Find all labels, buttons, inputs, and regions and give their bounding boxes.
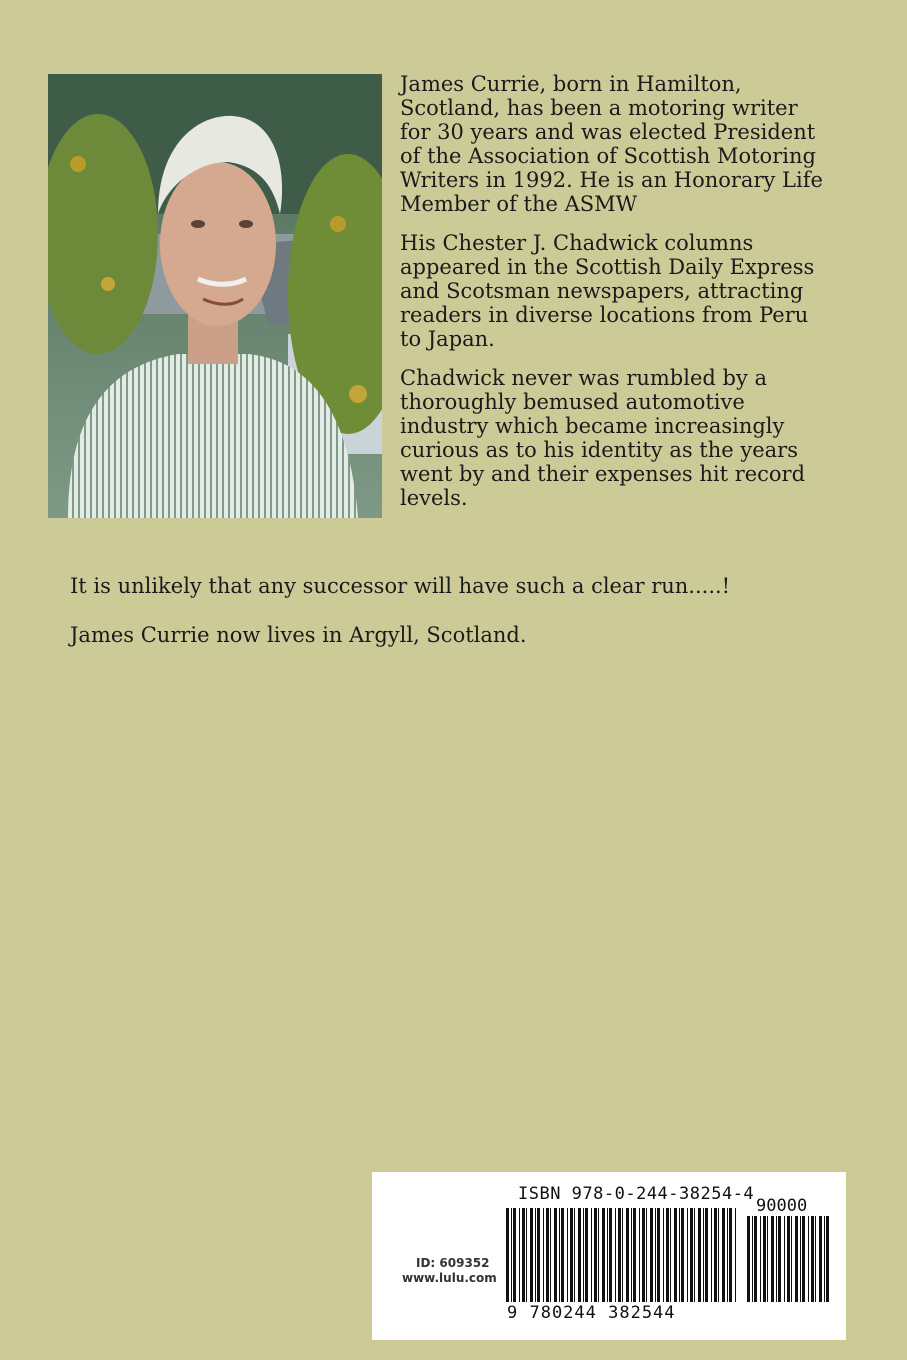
- bio-paragraph-1: James Currie, born in Hamilton, Scotland, has been a motoring writer for 30 years and was elected President of the Association of Scottish Motoring Writers in 1992. He is an Honorary Life Member of the ASMW: [400, 72, 823, 216]
- barcode-bar: [574, 1208, 575, 1302]
- barcode-bar: [570, 1208, 573, 1302]
- author-bio: [400, 72, 830, 525]
- barcode-bar: [694, 1208, 695, 1302]
- barcode-bar: [537, 1208, 540, 1302]
- barcode-bar: [679, 1208, 680, 1302]
- barcode-bar: [760, 1216, 761, 1302]
- barcode-bar: [670, 1208, 671, 1302]
- barcode-bar: [585, 1208, 588, 1302]
- barcode-bar: [594, 1208, 597, 1302]
- barcode-bar: [819, 1216, 822, 1302]
- barcode-bar: [771, 1216, 774, 1302]
- ean-digits: 9 780244 382544: [507, 1303, 676, 1323]
- barcode-bar: [513, 1208, 516, 1302]
- bio-paragraph-4: It is unlikely that any successor will have such a clear run.....!: [70, 574, 731, 598]
- isbn-text: ISBN 978-0-244-38254-4: [518, 1184, 755, 1204]
- barcode-bar: [650, 1208, 653, 1302]
- barcode-bar: [561, 1208, 564, 1302]
- barcode-bar: [722, 1208, 725, 1302]
- barcode-bar: [602, 1208, 605, 1302]
- barcode-bar: [826, 1216, 829, 1302]
- barcode-bar: [727, 1208, 728, 1302]
- barcode-bar: [681, 1208, 684, 1302]
- barcode-bar: [778, 1216, 781, 1302]
- barcode-bar: [811, 1216, 814, 1302]
- barcode-bar: [578, 1208, 581, 1302]
- barcode-bar: [791, 1216, 792, 1302]
- barcode-bar: [506, 1208, 509, 1302]
- barcode-bar: [519, 1208, 520, 1302]
- barcode-bar: [718, 1208, 719, 1302]
- barcode-bar: [559, 1208, 560, 1302]
- barcode-bar: [591, 1208, 592, 1302]
- barcode-bar: [784, 1216, 785, 1302]
- barcode-bar: [808, 1216, 809, 1302]
- barcode-bar: [747, 1216, 750, 1302]
- barcode-bar: [615, 1208, 616, 1302]
- barcode-bar: [802, 1216, 805, 1302]
- addon-barcode: [747, 1216, 829, 1302]
- lulu-id: ID: 609352: [416, 1256, 490, 1270]
- barcode-bar: [767, 1216, 768, 1302]
- price-code: 90000: [756, 1196, 808, 1216]
- barcode-bar: [535, 1208, 536, 1302]
- barcode-bar: [554, 1208, 557, 1302]
- barcode-bar: [663, 1208, 664, 1302]
- barcode-bar: [666, 1208, 669, 1302]
- barcode-bar: [526, 1208, 527, 1302]
- barcode-bar: [763, 1216, 766, 1302]
- barcode-bar: [626, 1208, 629, 1302]
- barcode-bar: [690, 1208, 693, 1302]
- barcode-bar: [642, 1208, 645, 1302]
- barcode-bar: [752, 1216, 753, 1302]
- barcode-bar: [824, 1216, 825, 1302]
- barcode-bar: [607, 1208, 608, 1302]
- barcode-bar: [639, 1208, 640, 1302]
- barcode-bar: [800, 1216, 801, 1302]
- barcode-bar: [583, 1208, 584, 1302]
- barcode-bar: [631, 1208, 632, 1302]
- barcode-bar: [618, 1208, 621, 1302]
- barcode-bar: [703, 1208, 704, 1302]
- lulu-url: www.lulu.com: [402, 1271, 497, 1285]
- barcode-bar: [705, 1208, 708, 1302]
- barcode-bar: [598, 1208, 599, 1302]
- barcode-bar: [787, 1216, 790, 1302]
- barcode-bar: [609, 1208, 612, 1302]
- bio-paragraph-2: His Chester J. Chadwick columns appeared in the Scottish Daily Express and Scotsman newspapers, attracting readers in diverse locations from Peru to Japan.: [400, 231, 815, 351]
- barcode-bar: [687, 1208, 688, 1302]
- barcode-bar: [530, 1208, 533, 1302]
- barcode-bar: [735, 1208, 736, 1302]
- barcode-bar: [655, 1208, 656, 1302]
- barcode-bar: [550, 1208, 551, 1302]
- barcode-bar: [674, 1208, 677, 1302]
- barcode-bar: [646, 1208, 647, 1302]
- barcode-bar: [729, 1208, 732, 1302]
- barcode-bar: [543, 1208, 544, 1302]
- barcode-bar: [714, 1208, 717, 1302]
- barcode-bar: [567, 1208, 568, 1302]
- barcode-bar: [711, 1208, 712, 1302]
- barcode-bar: [511, 1208, 512, 1302]
- barcode-bar: [657, 1208, 660, 1302]
- author-photo: [48, 74, 382, 518]
- barcode-bar: [546, 1208, 549, 1302]
- barcode-bar: [815, 1216, 816, 1302]
- barcode-bar: [754, 1216, 757, 1302]
- barcode-panel: [372, 1172, 846, 1340]
- barcode-bar: [795, 1216, 798, 1302]
- bio-paragraph-5: James Currie now lives in Argyll, Scotland.: [70, 623, 527, 647]
- barcode-bar: [622, 1208, 623, 1302]
- barcode-bar: [633, 1208, 636, 1302]
- ean-barcode: [506, 1208, 738, 1302]
- barcode-bar: [776, 1216, 777, 1302]
- barcode-bar: [698, 1208, 701, 1302]
- barcode-bar: [522, 1208, 525, 1302]
- bio-paragraph-3: Chadwick never was rumbled by a thoroughly bemused automotive industry which became increasingly curious as to his identity as the years went by and their expenses hit record levels.: [400, 366, 806, 510]
